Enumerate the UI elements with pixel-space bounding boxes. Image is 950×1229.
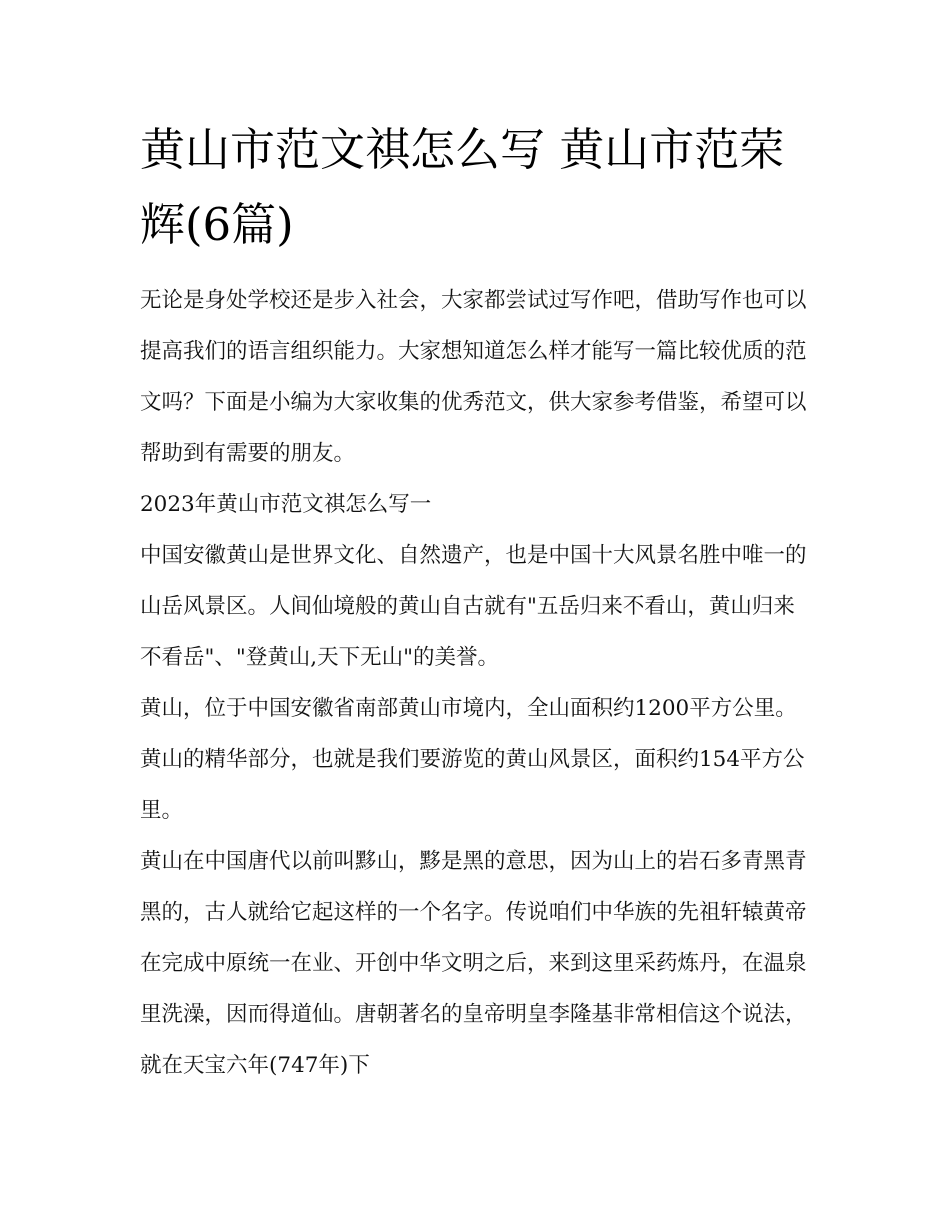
document-body	[140, 275, 812, 1091]
paragraph: 黄山在中国唐代以前叫黟山，黟是黑的意思，因为山上的岩石多青黑青黑的，古人就给它起这样的一个名字。传说咱们中华族的先祖轩辕黄帝在完成中原统一在业、开创中华文明之后，来到这里采药炼丹，在温泉里洗澡，因而得道仙。唐朝著名的皇帝明皇李隆基非常相信这个说法，就在天宝六年(747年)下	[140, 849, 807, 1078]
paragraph: 中国安徽黄山是世界文化、自然遗产，也是中国十大风景名胜中唯一的山岳风景区。人间仙境般的黄山自古就有"五岳归来不看山，黄山归来不看岳"、"登黄山,天下无山"的美誉。	[140, 543, 807, 670]
paragraph-intro: 无论是身处学校还是步入社会，大家都尝试过写作吧，借助写作也可以提高我们的语言组织能力。大家想知道怎么样才能写一篇比较优质的范文吗？下面是小编为大家收集的优秀范文，供大家参考借鉴，希望可以帮助到有需要的朋友。	[140, 288, 807, 466]
section-heading: 2023年黄山市范文祺怎么写一	[140, 492, 432, 517]
paragraph: 黄山，位于中国安徽省南部黄山市境内，全山面积约1200平方公里。黄山的精华部分，也就是我们要游览的黄山风景区，面积约154平方公里。	[140, 696, 805, 823]
document-title: 黄山市范文祺怎么写 黄山市范荣辉(6篇)	[140, 123, 785, 251]
